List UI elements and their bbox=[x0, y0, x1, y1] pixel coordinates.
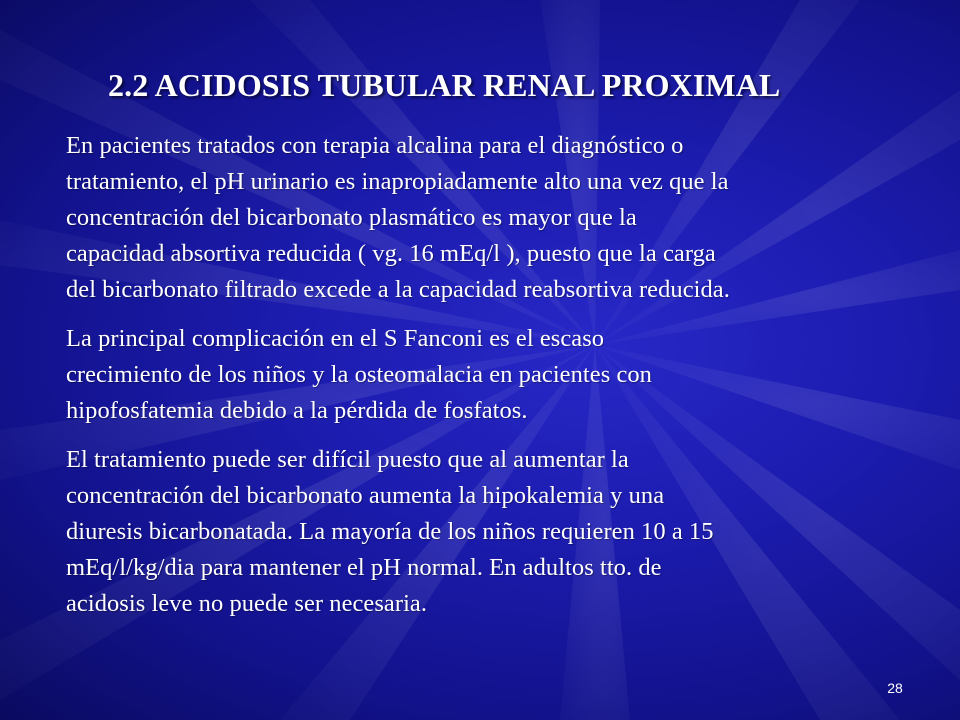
text-line: concentración del bicarbonato plasmático es mayor que la bbox=[66, 204, 637, 231]
text-line: La principal complicación en el S Fanconi es el escaso bbox=[66, 325, 605, 352]
text-line: diuresis bicarbonatada. La mayoría de los niños requieren 10 a 15 bbox=[66, 518, 714, 545]
text-line: hipofosfatemia debido a la pérdida de fosfatos. bbox=[66, 397, 528, 424]
text-line: del bicarbonato filtrado excede a la capacidad reabsortiva reducida. bbox=[66, 276, 730, 303]
text-line: El tratamiento puede ser difícil puesto que al aumentar la bbox=[66, 446, 629, 473]
text-line: En pacientes tratados con terapia alcalina para el diagnóstico o bbox=[66, 132, 684, 159]
text-line: acidosis leve no puede ser necesaria. bbox=[66, 590, 428, 617]
slide-title: 2.2 ACIDOSIS TUBULAR RENAL PROXIMAL bbox=[108, 67, 781, 103]
paragraph-treatment-ph bbox=[66, 128, 946, 308]
text-line: concentración del bicarbonato aumenta la hipokalemia y una bbox=[66, 482, 665, 509]
page-number: 28 bbox=[887, 680, 903, 696]
text-line: capacidad absortiva reducida ( vg. 16 mEq/l ), puesto que la carga bbox=[66, 240, 716, 267]
paragraph-fanconi-complication bbox=[66, 321, 946, 429]
paragraph-treatment-difficulty bbox=[66, 442, 946, 622]
slide-body bbox=[66, 128, 946, 635]
text-line: crecimiento de los niños y la osteomalacia en pacientes con bbox=[66, 361, 652, 388]
text-line: mEq/l/kg/dia para mantener el pH normal. En adultos tto. de bbox=[66, 554, 662, 581]
text-line: tratamiento, el pH urinario es inapropiadamente alto una vez que la bbox=[66, 168, 729, 195]
